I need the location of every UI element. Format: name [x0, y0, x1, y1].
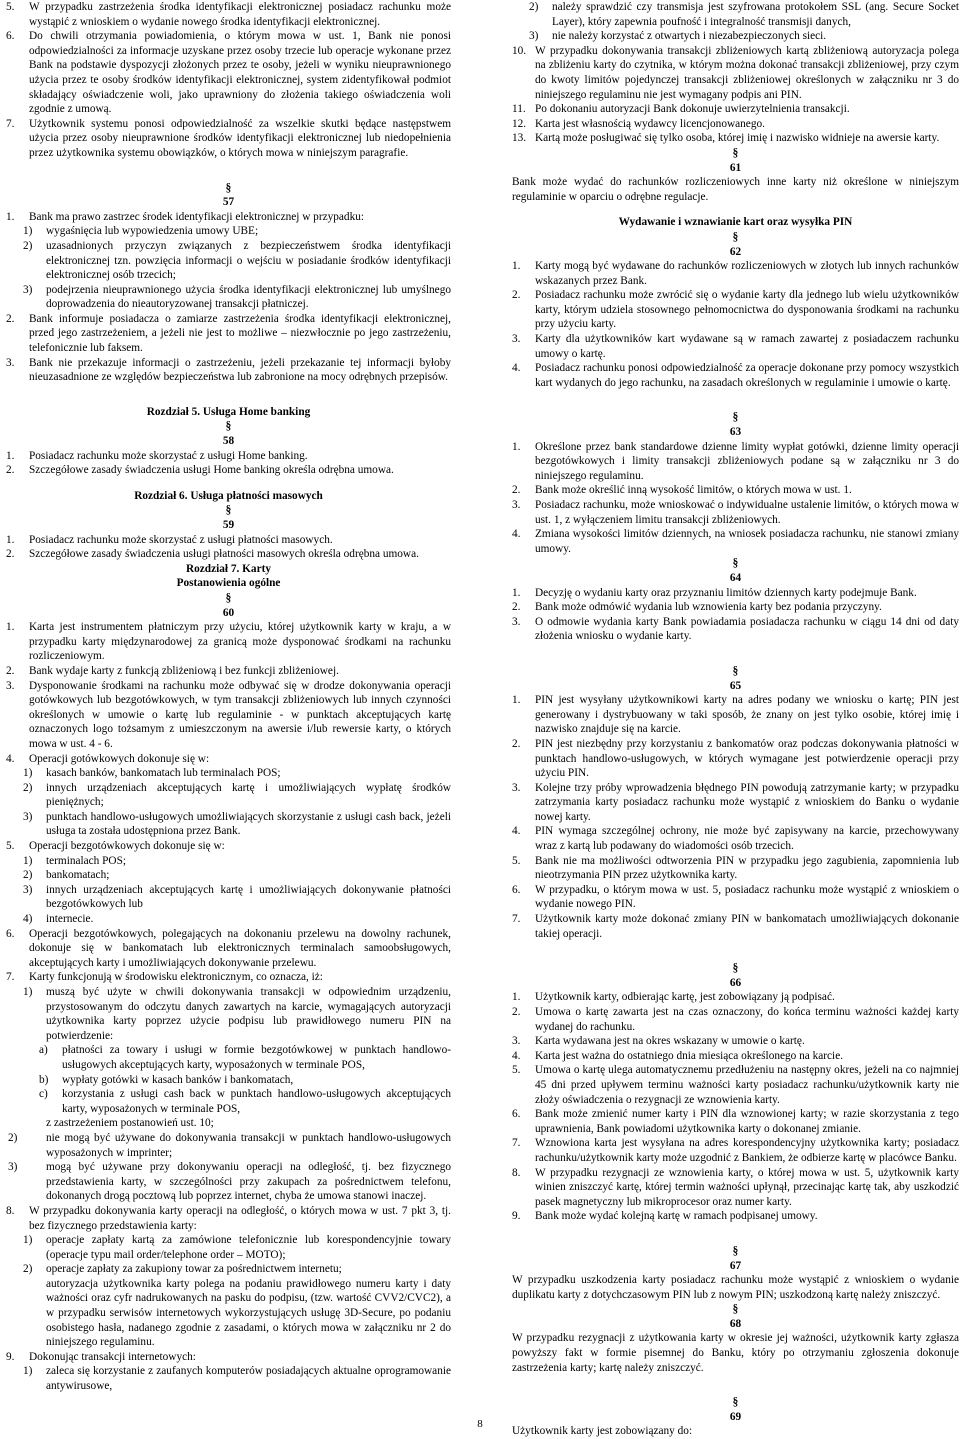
item-text: wypłaty gotówki w kasach banków i bankomatach, [62, 1073, 294, 1086]
list-item [6, 239, 451, 283]
item-number: a) [39, 1044, 48, 1057]
list-item [512, 586, 959, 601]
item-text: PIN wymaga szczególnej ochrony, nie może być zapisywany na karcie, przechowywany wraz z kartą lub podawany do wiadomości osób trzecich. [535, 825, 959, 853]
item-number: 2) [8, 1131, 18, 1144]
item-number: 6. [6, 927, 15, 940]
list-item [512, 1034, 959, 1049]
list-item [6, 547, 451, 562]
section-heading [512, 146, 959, 175]
list-item [512, 29, 959, 44]
item-text: Operacji bezgotówkowych, polegających na dokonaniu przelewu na dowolny rachunek, dokonuje się w bankomatach lub elektronicznych terminalach samoobsługowych, akceptujących karty i umożliwiających dokonywanie przelewu. [29, 927, 451, 969]
paragraph: Bank może wydać do rachunków rozliczeniowych inne karty niż określone w niniejszym regulaminie w oparciu o odrębne regulacje. [512, 176, 959, 203]
item-text: Posiadacz rachunku ponosi odpowiedzialność za operacje dokonane przy pomocy wszystkich kart wydanych do jego rachunku, na zasadach określonych w regulaminie i umowie o kartę. [535, 362, 959, 389]
paragraph: Użytkownik karty jest zobowiązany do: [512, 1425, 693, 1438]
section-heading [512, 556, 959, 585]
list-item [6, 912, 451, 927]
item-text: Użytkownik karty może dokonać zmiany PIN w bankomatach umożliwiających dokonanie takiej operacji. [535, 913, 959, 940]
right-column [512, 0, 959, 1439]
item-text: Szczegółowe zasady świadczenia usługi Home banking określa odrębna umowa. [29, 464, 394, 477]
item-text: Operacji gotówkowych dokonuje się w: [29, 752, 210, 765]
section-sign: § [732, 146, 739, 159]
item-text: internecie. [46, 913, 94, 926]
spacer [512, 1224, 959, 1244]
list-item [512, 1136, 959, 1165]
item-number: 1. [512, 991, 521, 1004]
item-text: płatności za towary i usługi w formie bezgotówkowej w punktach handlowo-usługowych akceptujących karty, wyposażonych w terminale POS, [62, 1044, 451, 1071]
item-text: Umowa o kartę zawarta jest na czas oznaczony, do końca terminu ważności każdej karty wydanej do rachunku. [535, 1006, 959, 1033]
item-text: PIN jest niezbędny przy korzystaniu z bankomatów oraz podczas dokonywania płatności w punktach handlowo-usługowych, w których wymagane jest potwierdzenie operacji przy użyciu PIN. [535, 737, 959, 780]
list-item [6, 781, 451, 810]
chapter-heading: Wydawanie i wznawianie kart oraz wysyłka PIN [618, 216, 853, 229]
spacer [512, 941, 959, 961]
continuation-text: autoryzacja użytkownika karty polega na podaniu prawidłowego numeru karty i daty ważności oraz cyfr nadrukowanych na pasku do podpisu, (tzw. wartość CVV2/CVC2), a w przypadku serwisów internetowych wykorzystujących usługę 3D-Secure, po podaniu osobistego hasła, nadanego zgodnie z zasadami, o których mowa w załączniku nr 2 do niniejszego regulaminu. [46, 1277, 451, 1349]
page-number: 8 [477, 1418, 483, 1430]
list-item [6, 312, 451, 356]
list-item [512, 1166, 959, 1210]
list-item [512, 1063, 959, 1107]
item-number: 1) [23, 1365, 33, 1378]
spacer [512, 1375, 959, 1395]
item-number: 3. [512, 615, 521, 628]
item-number: 10. [512, 44, 527, 57]
list-item [6, 463, 451, 478]
item-number: 7. [512, 1137, 521, 1150]
item-number: 5. [512, 854, 521, 867]
item-text: Bank może odmówić wydania lub wznowienia karty bez podania przyczyny. [535, 601, 882, 614]
list-item [6, 1131, 451, 1160]
item-text: uzasadnionych przyczyn związanych z bezpieczeństwem środka identyfikacji elektronicznej tzn. powzięcia informacji o wejściu w posiadanie środków identyfikacji elektronicznej osób trzecich; [46, 239, 451, 282]
item-number: 6. [512, 883, 521, 896]
section-sign: § [225, 420, 232, 433]
item-number: 2) [23, 869, 33, 882]
item-number: 1) [23, 986, 33, 998]
item-text: Do chwili otrzymania powiadomienia, o którym mowa w ust. 1, Bank nie ponosi odpowiedzialności za informacje uzyskane przez osoby trzecie lub operacje wykonane przez Bank na podstawie dyspozycji złożonych przez te osoby, jeżeli w wyniku nieuprawnionego użycia przez te osoby środków identyfikacji elektronicznej, system zidentyfikował podmiot składający oświadczenie woli, jako uprawniony do złożenia takiego oświadczenia woli zgodnie z umową. [29, 30, 451, 116]
section-sign: § [225, 504, 232, 517]
section-number: 59 [222, 519, 235, 531]
list-item [512, 615, 959, 644]
section-heading [6, 181, 451, 210]
continuation-text: z zastrzeżeniem postanowień ust. 10; [46, 1117, 214, 1130]
item-number: 1. [512, 440, 521, 453]
item-number: b) [39, 1073, 49, 1086]
section-sign: § [732, 230, 739, 243]
section-heading [512, 664, 959, 693]
item-number: 6. [512, 1108, 521, 1121]
list-item [512, 693, 959, 737]
item-number: 5. [512, 1064, 521, 1077]
item-text: Karta wydawana jest na okres wskazany w umowie o kartę. [535, 1035, 805, 1048]
list-item [6, 839, 451, 854]
list-item [6, 1233, 451, 1262]
item-text: Wznowiona karta jest wysyłana na adres korespondencyjny użytkownika karty; posiadacz rachunku/użytkownik karty może uzgodnić z Bankiem, że odbierze kartę w placówce Banku. [535, 1137, 959, 1164]
list-item [512, 600, 959, 615]
item-number: 1. [512, 260, 521, 273]
list-item [6, 1364, 451, 1393]
item-text: Użytkownik systemu ponosi odpowiedzialność za wszelkie skutki będące następstwem użycia przez osoby nieuprawnione środków identyfikacji elektronicznej lub niedopełnienia przez użytkownika systemu obowiązków, o których mowa w niniejszym paragrafie. [29, 117, 451, 159]
list-item [6, 854, 451, 869]
item-text: Bank wydaje karty z funkcją zbliżeniową i bez funkcji zbliżeniowej. [29, 664, 339, 677]
item-text: innych urządzeniach akceptujących kartę i umożliwiających wypłatę środków pieniężnych; [46, 781, 451, 809]
item-number: 11. [512, 103, 526, 116]
section-number: 61 [729, 161, 742, 174]
item-text: nie mogą być używane do dokonywania transakcji w punktach handlowo-usługowych wyposażonych w imprinter; [46, 1131, 451, 1159]
list-item [6, 1087, 451, 1116]
item-number: c) [39, 1088, 48, 1101]
item-number: 9. [6, 1350, 15, 1363]
item-number: 1) [23, 854, 33, 867]
item-text: Karta jest ważna do ostatniego dnia miesiąca określonego na karcie. [535, 1049, 844, 1062]
list-item [6, 868, 451, 883]
item-number: 2) [23, 239, 33, 252]
item-number: 1. [6, 621, 15, 634]
item-text: Bank może zmienić numer karty i PIN dla wznowionej karty; w razie skorzystania z tego uprawnienia, Bank powiadomi użytkownika karty o dokonanej zmianie. [535, 1108, 959, 1135]
item-text: Dokonując transakcji internetowych: [29, 1350, 196, 1363]
item-text: należy sprawdzić czy transmisja jest szyfrowana protokołem SSL (ang. Secure Socket Layer), który zapewnia poufność i integralność transmisji danych, [552, 1, 959, 28]
item-number: 2) [23, 1263, 33, 1276]
list-item [6, 679, 451, 752]
item-number: 4. [512, 825, 521, 838]
item-number: 3) [529, 30, 539, 43]
item-text: Posiadacz rachunku może zwrócić się o wydanie karty dla jednego lub wielu użytkowników karty, którym udziela stosownego pełnomocnictwa do dysponowania środkami na rachunku przy użyciu karty. [535, 289, 959, 331]
item-text: kasach banków, bankomatach lub terminalach POS; [46, 767, 281, 780]
item-number: 4. [512, 528, 521, 541]
item-text: PIN jest wysyłany użytkownikowi karty na adres podany we wniosku o kartę; PIN jest generowany i dystrybuowany w taki sposób, że znany on jest tylko osobie, której imię i nazwisko znajduje się na karcie. [535, 694, 959, 736]
list-item [512, 781, 959, 825]
item-text: Określone przez bank standardowe dzienne limity wypłat gotówki, dzienne limity operacji bezgotówkowych i limity transakcji zbliżeniowych podane są w załączniku nr 3 do niniejszego regulaminu. [535, 440, 959, 482]
item-number: 8. [512, 1166, 521, 1179]
section-number: 64 [729, 571, 742, 584]
item-text: Bank nie przekazuje informacji o zastrzeżeniu, jeżeli przekazanie tej informacji byłoby nieuzasadnione ze względów bezpieczeństwa lub zabronione na mocy odrębnych przepisów. [29, 356, 451, 384]
item-number: 3. [6, 679, 15, 692]
list-item [6, 970, 451, 985]
list-item [6, 883, 451, 912]
item-text: Bank nie ma możliwości odtworzenia PIN w przypadku jego zagubienia, zapomnienia lub nieotrzymania PIN przez użytkownika karty. [535, 854, 959, 882]
item-number: 1. [6, 533, 15, 546]
item-number: 1. [512, 586, 521, 599]
section-heading [512, 1244, 959, 1273]
item-number: 3) [23, 883, 33, 896]
item-text: muszą być użyte w chwili dokonywania transakcji w odpowiednim urządzeniu, przystosowanym do odczytu danych zawartych na karcie, wymagających autoryzacji użytkownika karty poprzez użycie podpisu lub prawidłowego numeru PIN na potwierdzenie: [46, 986, 451, 1042]
section-number: 69 [729, 1410, 742, 1423]
item-number: 2. [512, 1006, 521, 1018]
list-item [6, 224, 451, 239]
left-column [6, 0, 451, 1394]
item-text: O odmowie wydania karty Bank powiadamia posiadacza rachunku w ciągu 14 dni od daty złożenia wniosku o wydanie karty. [535, 615, 959, 643]
list-item [512, 990, 959, 1005]
list-item [6, 449, 451, 464]
list-item [512, 259, 959, 288]
list-item [512, 912, 959, 941]
item-number: 7. [6, 117, 15, 130]
spacer [512, 204, 959, 215]
section-sign: § [732, 664, 739, 677]
item-text: operacje zapłaty za zakupiony towar za pośrednictwem internetu; [46, 1263, 342, 1276]
list-item [512, 361, 959, 390]
list-item [6, 533, 451, 548]
item-number: 5. [6, 1, 15, 13]
list-item [512, 1209, 959, 1224]
section-sign: § [732, 557, 739, 570]
list-item [512, 527, 959, 556]
section-number: 60 [222, 606, 235, 619]
item-number: 3. [512, 781, 521, 794]
item-number: 7. [6, 971, 15, 984]
section-sign: § [732, 962, 739, 975]
item-number: 2. [6, 548, 15, 561]
chapter-heading: Postanowienia ogólne [176, 577, 281, 590]
list-item [6, 620, 451, 664]
item-text: Bank ma prawo zastrzec środek identyfikacji elektronicznej w przypadku: [29, 210, 365, 223]
list-item [512, 824, 959, 853]
item-text: Karty dla użytkowników kart wydawane są w ramach zawartej z posiadaczem rachunku umowy o kartę. [535, 333, 959, 360]
item-text: Operacji bezgotówkowych dokonuje się w: [29, 840, 225, 853]
item-number: 2. [512, 601, 521, 614]
item-number: 4. [512, 362, 521, 375]
list-item [512, 883, 959, 912]
list-item [6, 985, 451, 1043]
list-item [512, 737, 959, 781]
section-number: 65 [729, 679, 742, 692]
item-text: Dysponowanie środkami na rachunku może odbywać się w drodze dokonywania operacji gotówkowych lub bezgotówkowych, w tym transakcji zbliżeniowych lub innych czynności określonych w umowie o kartę lub regulaminie - w punktach akceptujących kartę oznaczonych logo tożsamym z umieszczonym na awersie i/lub rewersie karty, o których mowa w ust. 4 - 6. [29, 679, 451, 750]
list-item [6, 1262, 451, 1277]
list-item [6, 664, 451, 679]
list-item [512, 854, 959, 883]
list-item [512, 483, 959, 498]
item-number: 2) [529, 1, 539, 13]
section-number: 66 [729, 976, 742, 989]
list-item [6, 356, 451, 385]
item-text: Po dokonaniu autoryzacji Bank dokonuje uwierzytelnienia transakcji. [535, 103, 850, 116]
list-item [512, 440, 959, 484]
item-number: 3) [23, 283, 33, 296]
spacer [512, 390, 959, 410]
chapter-heading: Rozdział 6. Usługa płatności masowych [134, 489, 323, 502]
item-text: Karta jest instrumentem płatniczym przy użyciu, której użytkownik karty w kraju, a w przypadku karty międzynarodowej za granicą może dysponować środkami na rachunku rozliczeniowym. [29, 621, 451, 663]
spacer [6, 478, 451, 489]
item-text: Bank informuje posiadacza o zamiarze zastrzeżenia środka identyfikacji elektronicznej, przed jego zastrzeżeniem, a jeżeli nie jest to możliwe – niezwłocznie po jego zastrzeżeniu, telefonicznie lub faksem. [29, 312, 451, 355]
item-text: nie należy korzystać z otwartych i niezabezpieczonych sieci. [552, 30, 827, 43]
item-text: W przypadku rezygnacji ze wznowienia karty, o której mowa w ust. 5, użytkownik karty winien zniszczyć kartę, której termin ważności upłynął, przecinając kartę tak, aby uszkodzić pasek magnetyczny lub mikroprocesor oraz numer karty. [535, 1166, 959, 1208]
item-text: Karta jest własnością wydawcy licencjonowanego. [535, 117, 765, 130]
item-text: wygaśnięcia lub wypowiedzenia umowy UBE; [46, 225, 259, 238]
section-sign: § [732, 1303, 739, 1316]
item-number: 2. [512, 484, 521, 497]
list-item [512, 1049, 959, 1064]
item-text: punktach handlowo-usługowych umożliwiających skorzystanie z usługi cash back, jeżeli usługa ta została udostępniona przez Bank. [46, 810, 451, 838]
section-number: 68 [729, 1317, 742, 1330]
item-text: Karty funkcjonują w środowisku elektronicznym, co oznacza, iż: [29, 971, 323, 984]
item-text: W przypadku zastrzeżenia środka identyfikacji elektronicznej posiadacz rachunku może wystąpić z wnioskiem o wydanie nowego środka identyfikacji elektronicznej. [29, 1, 451, 28]
list-item [512, 0, 959, 29]
item-text: Użytkownik karty, odbierając kartę, jest zobowiązany ją podpisać. [535, 991, 835, 1004]
item-text: W przypadku, o którym mowa w ust. 5, posiadacz rachunku może wystąpić z wnioskiem o wydanie nowego PIN. [535, 883, 959, 911]
item-number: 1) [23, 1234, 33, 1247]
list-item [512, 1005, 959, 1034]
item-text: Kartą może posługiwać się tylko osoba, której imię i nazwisko widnieje na awersie karty. [535, 132, 940, 145]
list-item [6, 1350, 451, 1365]
item-text: W przypadku dokonywania karty operacji na odległość, o których mowa w ust. 7 pkt 3, tj. bez fizycznego przedstawienia karty: [29, 1204, 451, 1232]
section-heading [6, 419, 451, 448]
item-number: 3. [6, 356, 15, 369]
list-item [6, 1204, 451, 1233]
section-sign: § [225, 181, 232, 194]
item-text: Kolejne trzy próby wprowadzenia błędnego PIN powodują zatrzymanie karty; w przypadku zatrzymania karty posiadacz rachunku może wystąpić z wnioskiem do Banku o wydanie nowej karty. [535, 781, 959, 823]
item-number: 3. [512, 333, 521, 346]
item-number: 2. [512, 737, 521, 750]
section-sign: § [732, 411, 739, 424]
list-item [512, 131, 959, 146]
item-number: 4. [512, 1049, 521, 1062]
list-item [6, 1160, 451, 1204]
list-item [6, 1043, 451, 1072]
item-number: 9. [512, 1210, 521, 1223]
item-number: 2. [512, 289, 521, 302]
section-heading [512, 961, 959, 990]
item-text: zaleca się korzystanie z zaufanych komputerów posiadających aktualne oprogramowanie antywirusowe, [46, 1365, 451, 1393]
spacer [512, 644, 959, 664]
section-heading [512, 410, 959, 439]
list-item [512, 102, 959, 117]
section-number: 62 [729, 245, 742, 258]
list-item [6, 0, 451, 29]
item-text: korzystania z usługi cash back w punktach handlowo-usługowych akceptujących karty, wyposażonych w terminale POS, [62, 1088, 451, 1115]
item-number: 7. [512, 913, 521, 926]
list-item [6, 29, 451, 117]
item-text: Posiadacz rachunku może skorzystać z usługi Home banking. [29, 449, 308, 462]
spacer [6, 161, 451, 181]
list-item [6, 117, 451, 161]
list-item [6, 1073, 451, 1088]
list-item [6, 766, 451, 781]
item-number: 2. [6, 464, 15, 477]
item-text: bankomatach; [46, 869, 110, 882]
item-text: innych urządzeniach akceptujących kartę i umożliwiających dokonywanie płatności bezgotówkowych lub [46, 883, 451, 911]
item-text: operacje zapłaty kartą za zamówione telefonicznie lub korespondencyjnie towary (operacje typu mail order/telephone order – MOTO); [46, 1234, 451, 1261]
item-text: Posiadacz rachunku może skorzystać z usługi płatności masowych. [29, 533, 333, 546]
item-number: 2. [6, 312, 15, 325]
item-text: Posiadacz rachunku, może wnioskować o indywidualne ustalenie limitów, o których mowa w ust. 1, z wyłączeniem limitu transakcji zbliżeniowych. [535, 499, 959, 526]
section-sign: § [732, 1244, 739, 1257]
item-number: 4. [6, 752, 15, 765]
list-item [512, 332, 959, 361]
section-sign: § [225, 591, 232, 604]
list-item [512, 288, 959, 332]
item-number: 1. [6, 210, 15, 223]
list-item [512, 1107, 959, 1136]
list-item [6, 752, 451, 767]
item-number: 1) [23, 225, 33, 238]
item-number: 2) [23, 781, 33, 794]
section-heading [512, 230, 959, 259]
paragraph: W przypadku rezygnacji z użytkowania karty w okresie jej ważności, użytkownik karty zgłasza powyższy fakt w formie pisemnej do Banku, który po otrzymaniu zgłoszenia dokonuje zastrzeżenia karty; kartę należy zniszczyć. [512, 1332, 959, 1374]
list-item [512, 117, 959, 132]
item-number: 4) [23, 913, 33, 926]
item-number: 3. [512, 1035, 521, 1048]
item-text: Bank może określić inną wysokość limitów, o których mowa w ust. 1. [535, 484, 852, 497]
item-number: 8. [6, 1204, 15, 1217]
item-text: Karty mogą być wydawane do rachunków rozliczeniowych w złotych lub innych rachunków wskazanych przez Bank. [535, 260, 959, 287]
list-item [6, 927, 451, 971]
section-heading [6, 503, 451, 532]
item-text: Decyzję o wydaniu karty oraz przyznaniu limitów dziennych karty podejmuje Bank. [535, 586, 917, 599]
list-item [6, 283, 451, 312]
section-number: 58 [222, 435, 235, 448]
item-number: 1. [512, 694, 521, 707]
item-number: 2. [6, 664, 15, 677]
section-heading [512, 1302, 959, 1331]
item-text: terminalach POS; [46, 854, 127, 867]
section-sign: § [732, 1396, 739, 1409]
item-number: 6. [6, 30, 15, 43]
list-item [512, 44, 959, 102]
spacer [6, 385, 451, 405]
chapter-heading: Rozdział 5. Usługa Home banking [146, 405, 311, 418]
list-item [512, 498, 959, 527]
item-number: 1. [6, 449, 15, 462]
item-text: Umowa o kartę ulega automatycznemu przedłużeniu na następny okres, jeżeli na co najmniej 45 dni przed upływem terminu ważności karty posiadacz rachunku/użytkownik karty nie złoży oświadczenia o rezygnacji ze wznowienia karty. [535, 1064, 959, 1106]
item-text: podejrzenia nieuprawnionego użycia środka identyfikacji elektronicznej lub umyślnego doprowadzenia do nieautoryzowanej transakcji płatniczej. [46, 283, 451, 311]
section-heading [6, 591, 451, 620]
item-number: 3) [23, 810, 33, 823]
paragraph: W przypadku uszkodzenia karty posiadacz rachunku może wystąpić z wnioskiem o wydanie duplikatu karty z dotychczasowym PIN lub z nowym PIN; uszkodzoną kartę należy zniszczyć. [512, 1274, 959, 1301]
section-number: 67 [729, 1259, 742, 1272]
item-text: Bank może wydać kolejną kartę w ramach podpisanej umowy. [535, 1210, 818, 1223]
section-number: 63 [729, 426, 742, 439]
item-text: W przypadku dokonywania transakcji zbliżeniowych kartą zbliżeniową autoryzacja polega na zbliżeniu karty do czytnika, w którym można dokonać transakcji zbliżeniowej, przy czym do kwoty limitów pojedynczej transakcji zbliżeniowej określonych w załączniku nr 3 do niniejszego regulaminu nie jest wymagany podpis ani PIN. [535, 44, 959, 101]
item-number: 1) [23, 767, 33, 780]
item-number: 12. [512, 117, 527, 130]
item-number: 13. [512, 132, 527, 145]
item-number: 3) [8, 1161, 18, 1174]
list-item [6, 810, 451, 839]
item-number: 5. [6, 840, 15, 853]
section-number: 57 [222, 196, 235, 209]
item-text: Zmiana wysokości limitów dziennych, na wniosek posiadacza rachunku, nie stanowi zmiany umowy. [535, 528, 959, 555]
item-text: Szczegółowe zasady świadczenia usługi płatności masowych określa odrębna umowa. [29, 548, 419, 561]
chapter-heading: Rozdział 7. Karty [185, 562, 272, 575]
item-number: 3. [512, 499, 521, 511]
item-text: mogą być używane przy dokonywaniu operacji na odległość, tj. bez fizycznego przedstawienia karty, w szczególności przy zakupach za pośrednictwem telefonu, dokonanych drogą pocztową lub poprzez internet, chyba że umowa stanowi inaczej. [46, 1161, 451, 1203]
list-item [6, 210, 451, 225]
